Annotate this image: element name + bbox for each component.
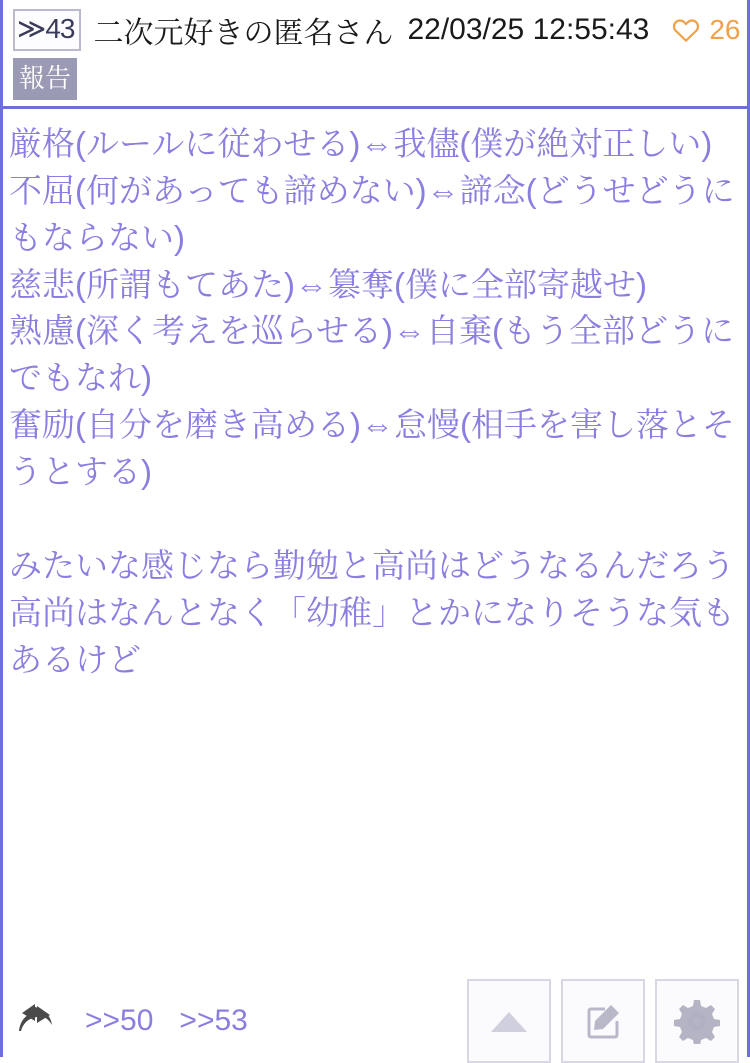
report-row — [13, 58, 737, 100]
triangle-up-icon — [487, 1006, 531, 1036]
like-group[interactable] — [671, 14, 740, 46]
settings-button[interactable] — [655, 979, 739, 1063]
backlink[interactable]: >>53 — [179, 1004, 248, 1037]
post-line: みたいな感じなら勤勉と高尚はどうなるんだろう — [9, 546, 735, 584]
like-count: 26 — [709, 14, 741, 45]
post-header — [3, 0, 747, 106]
post-line: 高尚はなんとなく「幼稚」とかになりそうな気もあるけど — [9, 593, 735, 678]
post-line: 厳格(ルールに従わせる)⇔我儘(僕が絶対正しい) — [9, 125, 713, 162]
gear-icon — [674, 998, 720, 1044]
heart-outline-icon[interactable] — [671, 15, 701, 45]
compose-button[interactable] — [561, 979, 645, 1063]
post-line: 不屈(何があっても諦めない)⇔諦念(どうせどうにもならない) — [9, 171, 735, 256]
pencil-square-icon — [581, 999, 625, 1043]
backlinks — [85, 1004, 274, 1038]
post-line: 熟慮(深く考えを巡らせる)⇔自棄(もう全部どうにでもなれ) — [9, 312, 734, 397]
post-number[interactable]: ≫43 — [13, 9, 81, 51]
reply-arrow-icon[interactable] — [15, 1001, 69, 1041]
post-body — [3, 109, 747, 1057]
post-line-blank — [9, 496, 741, 543]
post-header-line — [13, 8, 741, 52]
backlink[interactable]: >>50 — [85, 1004, 154, 1037]
poster-name: 二次元好きの匿名さん — [93, 17, 394, 50]
post-date: 22/03/25 12:55:43 — [407, 13, 650, 46]
post-line: 慈悲(所謂もてあた)⇔簒奪(僕に全部寄越せ) — [9, 265, 647, 303]
floating-button-group — [457, 979, 739, 1063]
scroll-up-button[interactable] — [467, 979, 551, 1063]
post-footer — [3, 985, 747, 1057]
report-button[interactable]: 報告 — [13, 58, 77, 100]
post-line: 奮励(自分を磨き高める)⇔怠慢(相手を害し落とそうとする) — [9, 406, 735, 491]
